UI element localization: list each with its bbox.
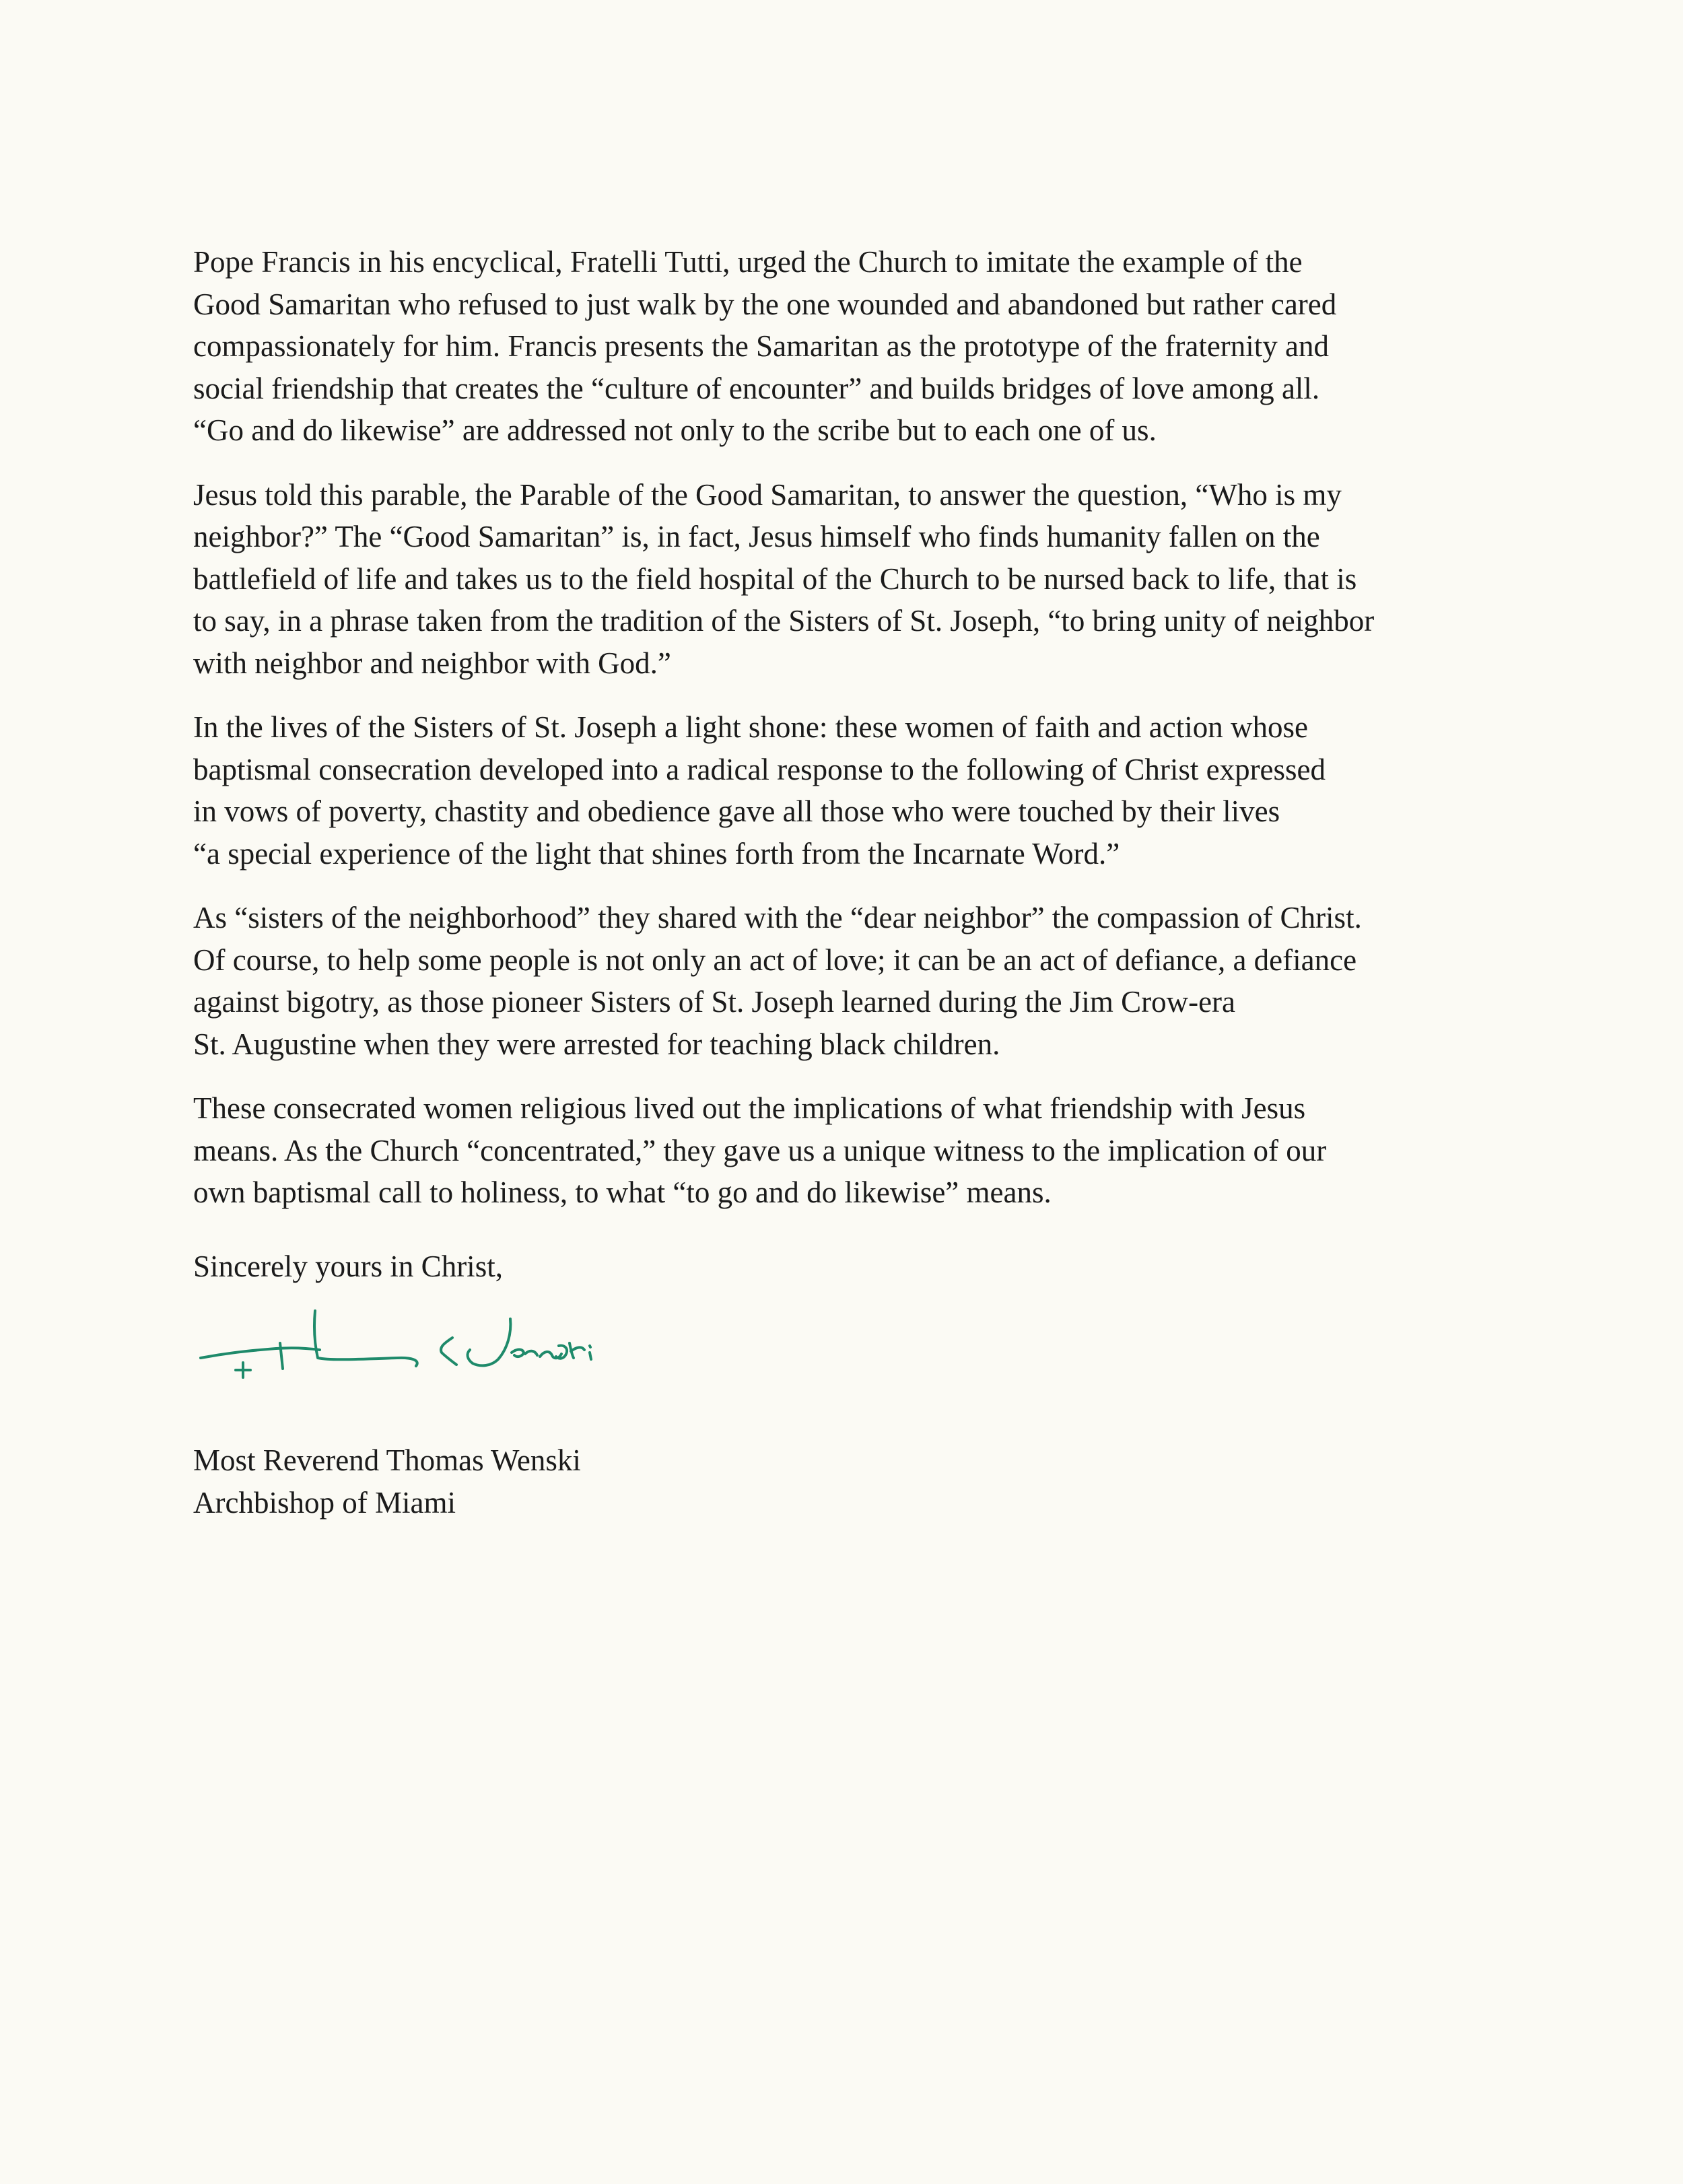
text-line: to say, in a phrase taken from the tradition of the Sisters of St. Joseph, “to bring unity of neighbor	[193, 604, 1375, 638]
text-line: Pope Francis in his encyclical, Fratelli Tutti, urged the Church to imitate the example of the	[193, 245, 1303, 279]
text-line: battlefield of life and takes us to the field hospital of the Church to be nursed back to life, that is	[193, 561, 1357, 596]
text-line: with neighbor and neighbor with God.”	[193, 646, 671, 680]
text-line: “Go and do likewise” are addressed not only to the scribe but to each one of us.	[193, 413, 1157, 447]
letter-body	[193, 241, 1540, 1236]
text-line: As “sisters of the neighborhood” they shared with the “dear neighbor” the compassion of Christ.	[193, 901, 1362, 934]
text-line: These consecrated women religious lived out the implications of what friendship with Jesus	[193, 1091, 1306, 1125]
signatory-name: Most Reverend Thomas Wenski	[193, 1443, 581, 1477]
text-line: In the lives of the Sisters of St. Joseph a light shone: these women of faith and action whose	[193, 710, 1308, 744]
paragraph-3	[193, 706, 1540, 875]
text-line: baptismal consecration developed into a radical response to the following of Christ expressed	[193, 752, 1326, 786]
paragraph-1	[193, 241, 1540, 452]
text-line: in vows of poverty, chastity and obedience gave all those who were touched by their lives	[193, 794, 1280, 828]
handwritten-signature	[195, 1296, 680, 1410]
text-line: own baptismal call to holiness, to what “to go and do likewise” means.	[193, 1175, 1052, 1209]
text-line: Of course, to help some people is not only an act of love; it can be an act of defiance, a defiance	[193, 943, 1357, 977]
text-line: Jesus told this parable, the Parable of the Good Samaritan, to answer the question, “Who is my	[193, 477, 1342, 512]
text-line: neighbor?” The “Good Samaritan” is, in fact, Jesus himself who finds humanity fallen on the	[193, 520, 1320, 553]
text-line: “a special experience of the light that shines forth from the Incarnate Word.”	[193, 836, 1120, 871]
text-line: compassionately for him. Francis presents the Samaritan as the prototype of the fraternity and	[193, 329, 1330, 363]
text-line: St. Augustine when they were arrested for teaching black children.	[193, 1027, 1000, 1061]
text-line: against bigotry, as those pioneer Sisters of St. Joseph learned during the Jim Crow-era	[193, 985, 1236, 1019]
signatory-block	[193, 1439, 581, 1524]
text-line: social friendship that creates the “culture of encounter” and builds bridges of love among all.	[193, 371, 1320, 405]
paragraph-2	[193, 474, 1540, 685]
signatory-title: Archbishop of Miami	[193, 1485, 456, 1520]
text-line: means. As the Church “concentrated,” they gave us a unique witness to the implication of our	[193, 1133, 1327, 1167]
text-line: Good Samaritan who refused to just walk by the one wounded and abandoned but rather cared	[193, 287, 1337, 321]
closing-salutation: Sincerely yours in Christ,	[193, 1250, 503, 1283]
paragraph-4	[193, 897, 1540, 1065]
paragraph-5	[193, 1087, 1540, 1214]
